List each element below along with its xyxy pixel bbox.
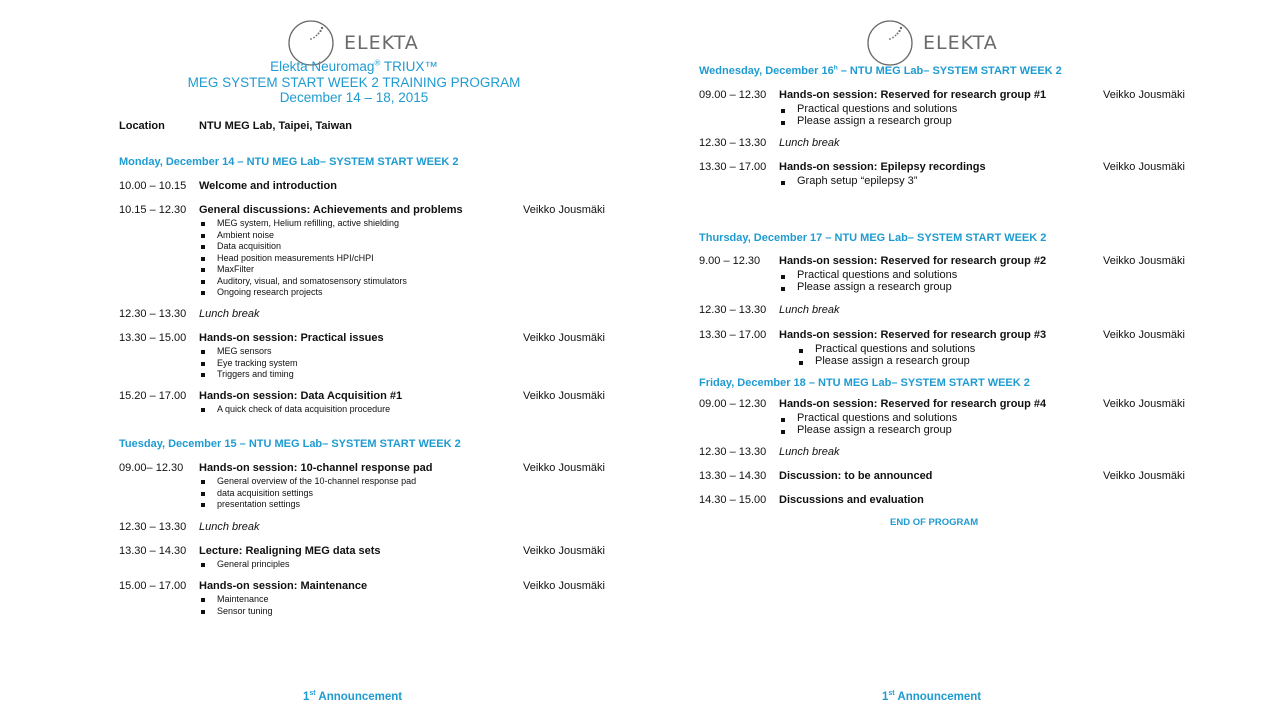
entry-time: 14.30 – 15.00 — [699, 494, 767, 506]
entry-title: Lunch break — [199, 521, 260, 533]
topic-item: Data acquisition — [119, 241, 407, 253]
entry-time: 12.30 – 13.30 — [119, 521, 187, 533]
bullet-icon — [781, 109, 785, 113]
entry-topics — [699, 269, 957, 293]
topic-item: General overview of the 10-channel response pad — [119, 476, 416, 488]
entry-time: 13.30 – 17.00 — [699, 329, 767, 341]
entry-topics — [119, 346, 298, 381]
entry-time: 09.00 – 12.30 — [699, 398, 767, 410]
day-heading-thursday: Thursday, December 17 – NTU MEG Lab– SYSTEM START WEEK 2 — [699, 232, 1047, 244]
bullet-icon — [201, 222, 205, 226]
entry-title: General discussions: Achievements and problems — [199, 204, 463, 216]
bullet-icon — [201, 408, 205, 412]
entry-time: 12.30 – 13.30 — [699, 137, 767, 149]
entry-topics — [699, 175, 917, 187]
day-heading-wednesday: Wednesday, December 16$^h$ – NTU MEG Lab– SYSTEM START WEEK 2 — [699, 64, 1062, 77]
entry-presenter: Veikko Jousmäki — [1103, 255, 1185, 267]
announcement-footer: 1st Announcement — [303, 690, 403, 703]
entry-presenter: Veikko Jousmäki — [523, 545, 605, 557]
topic-item: MEG system, Helium refilling, active shielding — [119, 218, 407, 230]
logo-text: ELEKTA — [344, 32, 419, 54]
entry-time: 13.30 – 15.00 — [119, 332, 187, 344]
schedule-entry — [699, 161, 1185, 187]
entry-title: Hands-on session: Epilepsy recordings — [779, 161, 986, 173]
topic-item: Please assign a research group — [699, 115, 957, 127]
bullet-icon — [201, 257, 205, 261]
title-line-1: Elekta Neuromag® TRIUX™ — [270, 58, 438, 74]
bullet-icon — [201, 598, 205, 602]
entry-time: 12.30 – 13.30 — [699, 304, 767, 316]
elekta-logo — [866, 19, 1001, 67]
entry-time: 13.30 – 14.30 — [119, 545, 187, 557]
entry-presenter: Veikko Jousmäki — [1103, 470, 1185, 482]
topic-item: Eye tracking system — [119, 358, 298, 370]
topic-item: General principles — [119, 559, 290, 571]
entry-time: 13.30 – 17.00 — [699, 161, 767, 173]
topic-item: Practical questions and solutions — [699, 412, 957, 424]
announcement-footer: 1st Announcement — [882, 690, 982, 703]
bullet-icon — [201, 350, 205, 354]
bullet-icon — [201, 610, 205, 614]
entry-title: Lunch break — [779, 446, 840, 458]
bullet-icon — [201, 234, 205, 238]
topic-item: Sensor tuning — [119, 606, 273, 618]
topic-item: Practical questions and solutions — [699, 269, 957, 281]
topic-item: Graph setup “epilepsy 3” — [699, 175, 917, 187]
entry-time: 10.15 – 12.30 — [119, 204, 187, 216]
bullet-icon — [781, 181, 785, 185]
entry-title: Discussion: to be announced — [779, 470, 933, 482]
topic-item: Practical questions and solutions — [699, 103, 957, 115]
schedule-entry — [119, 390, 605, 416]
entry-topics — [699, 412, 957, 436]
bullet-icon — [799, 361, 803, 365]
entry-time: 9.00 – 12.30 — [699, 255, 761, 267]
entry-time: 12.30 – 13.30 — [699, 446, 767, 458]
bullet-icon — [781, 287, 785, 291]
title-line-3: December 14 – 18, 2015 — [279, 90, 429, 105]
schedule-entry — [119, 332, 605, 381]
entry-title: Hands-on session: Reserved for research group #3 — [779, 329, 1047, 341]
schedule-entry — [699, 89, 1185, 127]
entry-presenter: Veikko Jousmäki — [523, 390, 605, 402]
topic-item: presentation settings — [119, 499, 416, 511]
title-line-2: MEG SYSTEM START WEEK 2 TRAINING PROGRAM — [187, 74, 521, 90]
entry-topics — [699, 103, 957, 127]
topic-item: Maintenance — [119, 594, 273, 606]
bullet-icon — [201, 563, 205, 567]
topic-item: Triggers and timing — [119, 369, 298, 381]
entry-time: 09.00– 12.30 — [119, 462, 184, 474]
entry-topics — [119, 404, 390, 416]
logo-text: ELEKTA — [923, 32, 998, 54]
bullet-icon — [781, 275, 785, 279]
location-label: Location — [119, 120, 165, 132]
page-right — [640, 0, 1280, 720]
topic-item: Please assign a research group — [699, 355, 975, 367]
bullet-icon — [201, 268, 205, 272]
entry-time: 10.00 – 10.15 — [119, 180, 187, 192]
topic-item: Ongoing research projects — [119, 287, 407, 299]
topic-item: Please assign a research group — [699, 281, 957, 293]
location-row — [119, 120, 352, 132]
bullet-icon — [781, 121, 785, 125]
elekta-circle-icon — [866, 19, 918, 67]
topic-item: A quick check of data acquisition procedure — [119, 404, 390, 416]
entry-title: Lecture: Realigning MEG data sets — [199, 545, 381, 557]
entry-presenter: Veikko Jousmäki — [1103, 329, 1185, 341]
topic-item: Auditory, visual, and somatosensory stimulators — [119, 276, 407, 288]
entry-title: Hands-on session: Maintenance — [199, 580, 368, 592]
location-value: NTU MEG Lab, Taipei, Taiwan — [199, 120, 352, 132]
entry-presenter: Veikko Jousmäki — [1103, 89, 1185, 101]
entry-title: Hands-on session: Reserved for research group #2 — [779, 255, 1047, 267]
entry-title: Discussions and evaluation — [779, 494, 924, 506]
bullet-icon — [201, 280, 205, 284]
entry-title: Hands-on session: Data Acquisition #1 — [199, 390, 403, 402]
entry-title: Hands-on session: Reserved for research group #1 — [779, 89, 1047, 101]
entry-time: 12.30 – 13.30 — [119, 308, 187, 320]
entry-presenter: Veikko Jousmäki — [1103, 161, 1185, 173]
day-heading-monday: Monday, December 14 – NTU MEG Lab– SYSTEM START WEEK 2 — [119, 156, 459, 168]
bullet-icon — [201, 291, 205, 295]
schedule-entry — [699, 255, 1185, 293]
entry-presenter: Veikko Jousmäki — [523, 332, 605, 344]
entry-time: 15.00 – 17.00 — [119, 580, 187, 592]
bullet-icon — [201, 362, 205, 366]
entry-topics — [119, 476, 416, 511]
bullet-icon — [201, 480, 205, 484]
bullet-icon — [781, 418, 785, 422]
entry-topics — [119, 218, 407, 299]
bullet-icon — [201, 245, 205, 249]
topic-item: MEG sensors — [119, 346, 298, 358]
bullet-icon — [201, 503, 205, 507]
entry-time: 09.00 – 12.30 — [699, 89, 767, 101]
entry-title: Welcome and introduction — [199, 180, 337, 192]
bullet-icon — [201, 492, 205, 496]
entry-topics — [119, 559, 290, 571]
entry-title: Hands-on session: 10-channel response pad — [199, 462, 433, 474]
bullet-icon — [799, 349, 803, 353]
entry-title: Lunch break — [199, 308, 260, 320]
day-heading-tuesday: Tuesday, December 15 – NTU MEG Lab– SYSTEM START WEEK 2 — [119, 438, 461, 450]
end-of-program: END OF PROGRAM — [890, 517, 979, 528]
program-title — [0, 59, 708, 106]
entry-presenter: Veikko Jousmäki — [1103, 398, 1185, 410]
day-heading-friday: Friday, December 18 – NTU MEG Lab– SYSTEM START WEEK 2 — [699, 377, 1030, 389]
schedule-entry — [699, 329, 1185, 367]
entry-presenter: Veikko Jousmäki — [523, 204, 605, 216]
schedule-entry — [699, 398, 1185, 436]
topic-item: MaxFilter — [119, 264, 407, 276]
entry-title: Lunch break — [779, 304, 840, 316]
entry-topics — [119, 594, 273, 617]
schedule-entry — [119, 462, 605, 511]
topic-item: data acquisition settings — [119, 488, 416, 500]
topic-item: Ambient noise — [119, 230, 407, 242]
topic-item: Head position measurements HPI/cHPI — [119, 253, 407, 265]
entry-title: Lunch break — [779, 137, 840, 149]
schedule-entry — [119, 204, 605, 299]
entry-title: Hands-on session: Practical issues — [199, 332, 384, 344]
entry-presenter: Veikko Jousmäki — [523, 462, 605, 474]
topic-item: Please assign a research group — [699, 424, 957, 436]
schedule-entry — [119, 580, 605, 617]
entry-time: 15.20 – 17.00 — [119, 390, 187, 402]
entry-time: 13.30 – 14.30 — [699, 470, 767, 482]
entry-title: Hands-on session: Reserved for research group #4 — [779, 398, 1047, 410]
entry-presenter: Veikko Jousmäki — [523, 580, 605, 592]
schedule-entry — [119, 545, 605, 571]
topic-item: Practical questions and solutions — [699, 343, 975, 355]
bullet-icon — [201, 373, 205, 377]
entry-topics — [699, 343, 975, 367]
bullet-icon — [781, 430, 785, 434]
